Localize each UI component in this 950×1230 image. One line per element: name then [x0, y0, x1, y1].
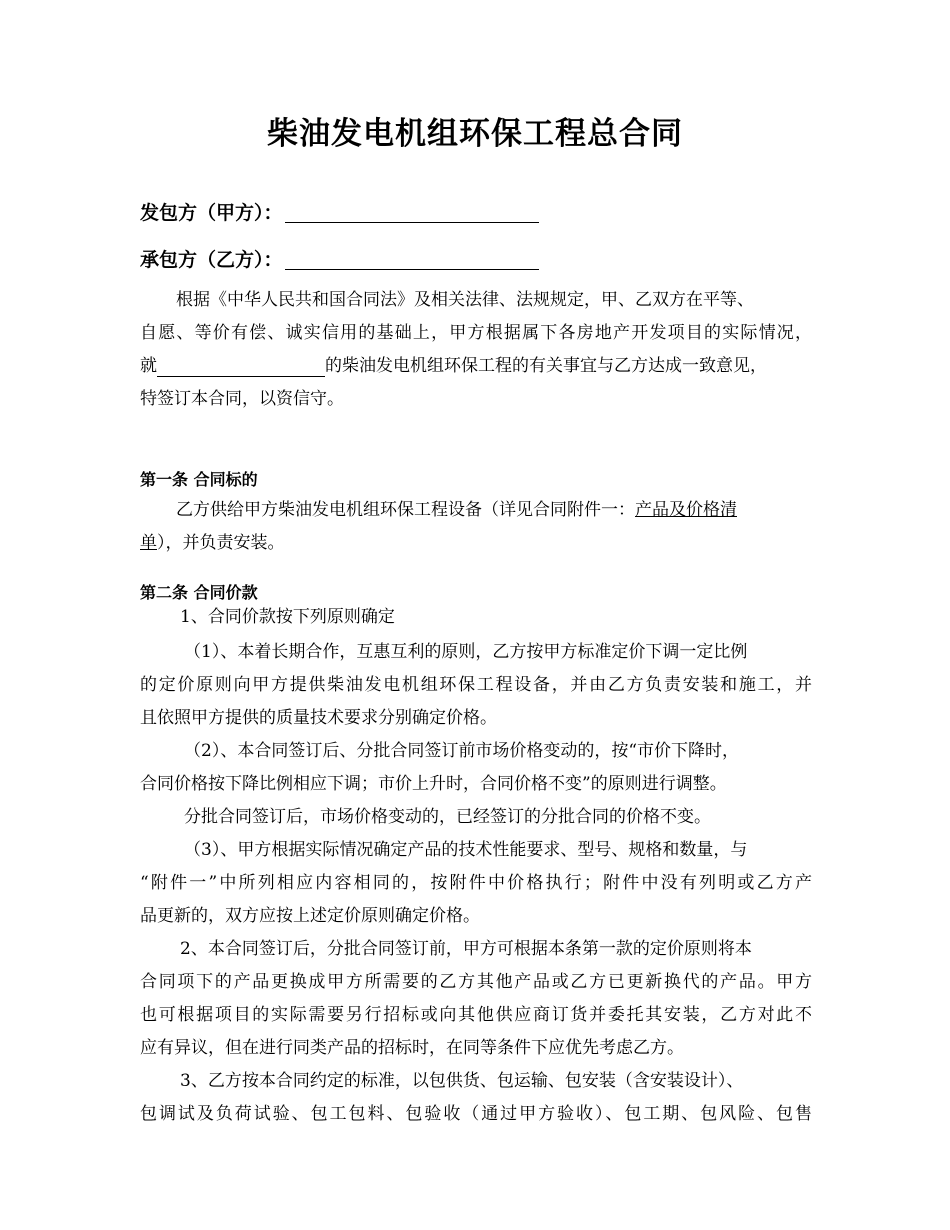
article-1-line	[140, 527, 812, 560]
party-b-blank	[285, 251, 539, 270]
party-b-line	[140, 245, 539, 272]
article-2-line: 的定价原则向甲方提供柴油发电机组环保工程设备，并由乙方负责安装和施工，并	[140, 675, 812, 695]
article-2-heading: 第二条 合同价款	[140, 583, 258, 602]
article-2-body	[140, 601, 812, 1131]
party-b-label: 承包方（乙方）：	[140, 249, 283, 271]
article-1-text: 乙方供给甲方柴油发电机组环保工程设备（详见合同附件一：	[176, 500, 635, 520]
article-2-line: 3、乙方按本合同约定的标准，以包供货、包运输、包安装（含安装设计）、	[180, 1071, 744, 1091]
party-a-blank	[285, 204, 539, 223]
intro-text: 就	[140, 356, 157, 376]
intro-line	[140, 350, 812, 383]
article-1-body	[140, 494, 812, 560]
article-2-line: （2）、本合同签订后、分批合同签订前市场价格变动的，按“市价下降时，	[184, 741, 740, 761]
document-title: 柴油发电机组环保工程总合同	[267, 116, 683, 152]
attachment-link[interactable]: 产品及价格清	[635, 500, 737, 520]
attachment-link[interactable]: 单	[140, 533, 157, 553]
article-2-line: 且依照甲方提供的质量技术要求分别确定价格。	[140, 708, 497, 728]
party-a-label: 发包方（甲方）：	[140, 202, 283, 224]
article-2-line: （1）、本着长期合作，互惠互利的原则，乙方按甲方标准定价下调一定比例	[184, 642, 748, 662]
intro-line: 特签订本合同，以资信守。	[140, 389, 344, 409]
intro-text: 的柴油发电机组环保工程的有关事宜与乙方达成一致意见，	[325, 356, 767, 376]
article-2-line: 2、本合同签订后，分批合同签订前，甲方可根据本条第一款的定价原则将本	[180, 939, 752, 959]
article-1-line	[140, 494, 812, 527]
article-2-line: 合同价格按下降比例相应下调；市价上升时，合同价格不变”的原则进行调整。	[140, 774, 727, 794]
intro-line: 自愿、等价有偿、诚实信用的基础上，甲方根据属下各房地产开发项目的实际情况，	[140, 323, 812, 343]
article-2-line: 应有异议，但在进行同类产品的招标时，在同等条件下应优先考虑乙方。	[140, 1038, 684, 1058]
article-2-line: 分批合同签订后，市场价格变动的，已经签订的分批合同的价格不变。	[184, 807, 711, 827]
article-2-line: 1、合同价款按下列原则确定	[180, 607, 395, 627]
intro-paragraph	[140, 284, 812, 416]
article-1-heading: 第一条 合同标的	[140, 470, 258, 489]
article-1-text: ），并负责安装。	[157, 533, 285, 553]
article-2-line: 品更新的，双方应按上述定价原则确定价格。	[140, 906, 480, 926]
article-2-line: （3）、甲方根据实际情况确定产品的技术性能要求、型号、规格和数量，与	[184, 840, 748, 860]
article-2-line: 也可根据项目的实际需要另行招标或向其他供应商订货并委托其安装，乙方对此不	[140, 1005, 812, 1025]
project-name-blank	[157, 356, 325, 377]
article-2-line: 包调试及负荷试验、包工包料、包验收（通过甲方验收）、包工期、包风险、包售	[140, 1104, 812, 1124]
party-a-line	[140, 198, 539, 225]
article-2-line: 合同项下的产品更换成甲方所需要的乙方其他产品或乙方已更新换代的产品。甲方	[140, 972, 812, 992]
intro-line: 根据《中华人民共和国合同法》及相关法律、法规规定，甲、乙双方在平等、	[176, 290, 754, 310]
article-2-line: “附件一”中所列相应内容相同的，按附件中价格执行；附件中没有列明或乙方产	[140, 873, 812, 893]
